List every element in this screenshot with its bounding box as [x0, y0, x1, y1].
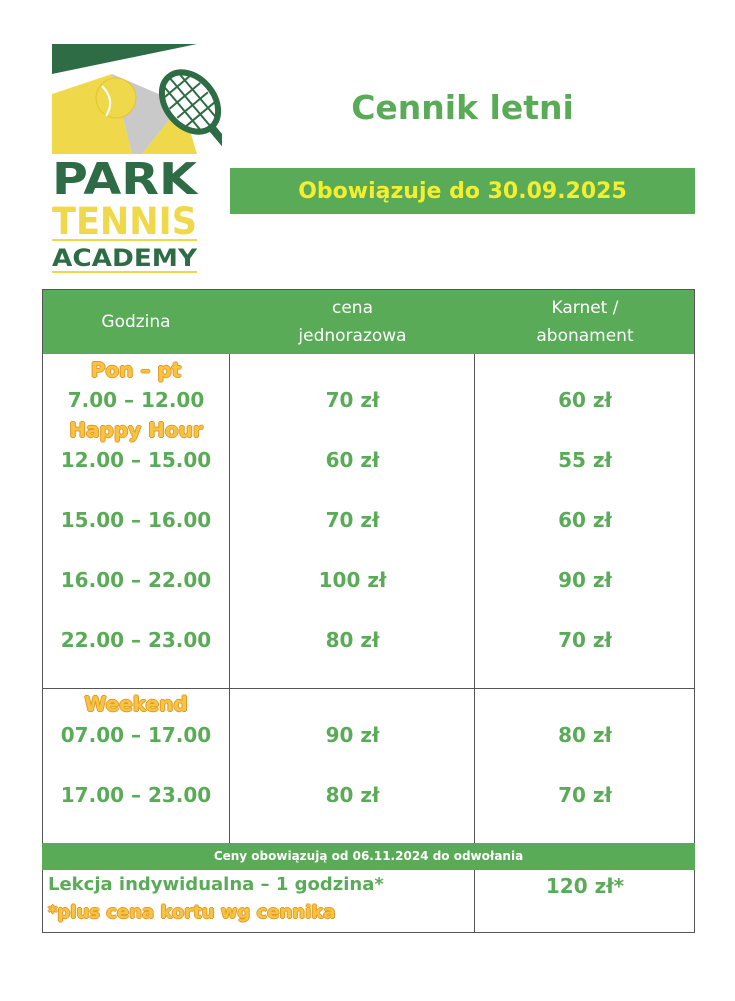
price-table — [42, 289, 695, 933]
weekday-row-1-time: 7.00 – 12.00 — [67, 388, 205, 412]
weekend-row-1-time: 07.00 – 17.00 — [60, 723, 212, 747]
weekday-row-2-pass: 55 zł — [558, 448, 612, 472]
weekday-row-4-time: 16.00 – 22.00 — [60, 568, 212, 592]
logo-park-text: PARK — [52, 154, 200, 205]
header-cena-jednorazowa: cena jednorazowa — [298, 297, 407, 346]
weekday-row-4-pass: 90 zł — [558, 568, 612, 592]
header-godzina: Godzina — [101, 311, 171, 332]
weekday-row-4-single: 100 zł — [318, 568, 387, 592]
page-title: Cennik letni — [351, 88, 574, 127]
weekend-row-1-pass: 80 zł — [558, 723, 612, 747]
weekend-row-2-pass: 70 zł — [558, 783, 612, 807]
weekday-row-5-time: 22.00 – 23.00 — [60, 628, 212, 652]
weekend-row-2-time: 17.00 – 23.00 — [60, 783, 212, 807]
column-divider-2 — [474, 354, 475, 843]
logo-academy-text: ACADEMY — [52, 244, 198, 272]
validity-note: Ceny obowiązują od 06.11.2024 do odwołania — [42, 843, 695, 870]
park-tennis-academy-logo — [52, 44, 222, 274]
table-border-bottom — [42, 932, 695, 933]
table-border-top — [42, 289, 695, 290]
validity-banner-text: Obowiązuje do 30.09.2025 — [298, 178, 627, 204]
weekday-row-2-single: 60 zł — [325, 448, 380, 472]
lesson-footnote: *plus cena kortu wg cennika — [48, 902, 336, 923]
header-karnet: Karnet / abonament — [536, 297, 634, 346]
weekday-row-3-single: 70 zł — [325, 508, 380, 532]
weekday-row-3-time: 15.00 – 16.00 — [60, 508, 212, 532]
weekend-row-2-single: 80 zł — [325, 783, 380, 807]
weekday-row-5-pass: 70 zł — [558, 628, 612, 652]
validity-banner — [230, 168, 695, 214]
lesson-price: 120 zł* — [545, 874, 625, 898]
lesson-description — [48, 871, 473, 927]
weekday-row-1-pass: 60 zł — [558, 388, 612, 412]
happy-hour-label: Happy Hour — [69, 418, 203, 442]
weekday-row-5-single: 80 zł — [325, 628, 380, 652]
weekday-row-2-time: 12.00 – 15.00 — [60, 448, 212, 472]
weekend-label: Weekend — [84, 692, 188, 716]
weekend-row-1-single: 90 zł — [325, 723, 380, 747]
weekday-row-1-single: 70 zł — [325, 388, 380, 412]
weekday-label: Pon – pt — [90, 358, 182, 382]
lesson-label: Lekcja indywidualna – 1 godzina* — [48, 874, 384, 895]
logo-tennis-text: TENNIS — [52, 200, 197, 243]
weekday-row-3-pass: 60 zł — [558, 508, 612, 532]
